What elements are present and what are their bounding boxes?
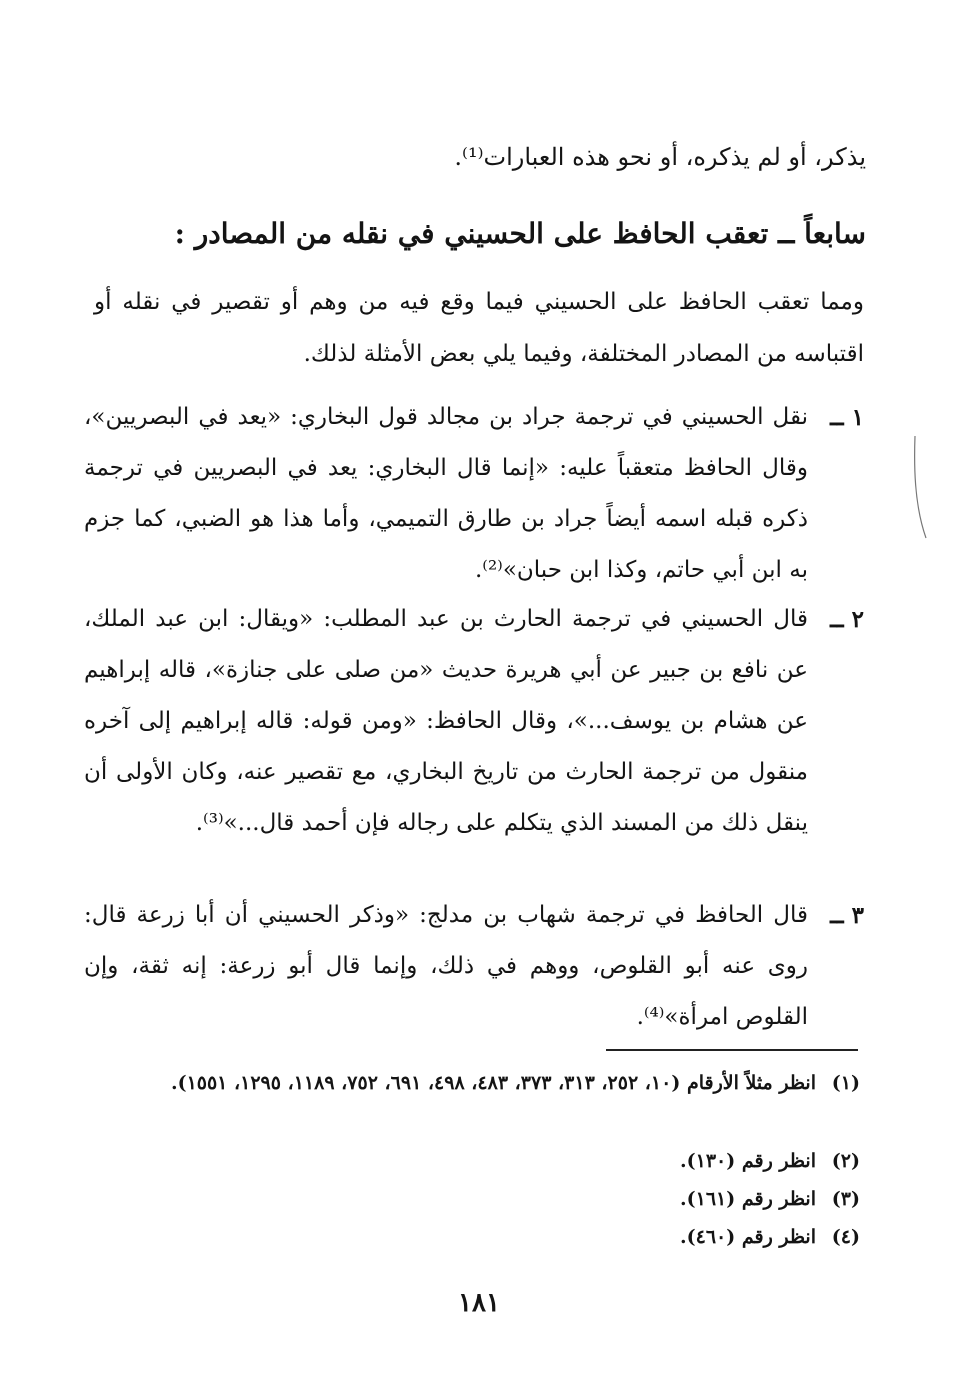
- section-heading: سابعاً ــ تعقب الحافظ على الحسيني في نقله من المصادر :: [174, 217, 866, 250]
- item-number: ١ ــ: [830, 404, 864, 431]
- page-number: ١٨١: [458, 1288, 500, 1318]
- item-number: ٢ ــ: [830, 606, 864, 633]
- intro-paragraph: ومما تعقب الحافظ على الحسيني فيما وقع فيه من وهم أو تقصير في نقله أو اقتباسه من المصادر المختلفة، وفيما يلي بعض الأمثلة لذلك.: [94, 289, 864, 367]
- footnote: [110, 1184, 860, 1214]
- list-item: [84, 594, 864, 849]
- footnote-text: انظر رقم (١٦١).: [680, 1188, 816, 1210]
- footnote-text: انظر رقم (١٣٠).: [680, 1150, 816, 1172]
- footnote: [110, 1222, 860, 1252]
- footnote-text: انظر مثلاً الأرقام (١٠، ٢٥٢، ٣١٣، ٣٧٣، ٤٨٣، ٤٩٨، ٦٩١، ٧٥٢، ١١٨٩، ١٢٩٥، ١٥٥١).: [170, 1072, 816, 1094]
- intro-line: يذكر، أو لم يذكره، أو نحو هذه العبارات⁽¹⁾.: [454, 143, 866, 171]
- footnote: [110, 1068, 860, 1098]
- item-text: نقل الحسيني في ترجمة جراد بن مجالد قول البخاري: «يعد في البصريين»، وقال الحافظ متعقباً عليه: «إنما قال البخاري: يعد في البصريين في ترجمة ذكره قبله اسمه أيضاً جراد بن طارق التميمي، وأما هذا هو الضبي، كما جزم به ابن أبي حاتم، وكذا ابن حبان»⁽²⁾.: [84, 404, 808, 583]
- footnote: [110, 1146, 860, 1176]
- margin-pencil-mark: [912, 434, 928, 540]
- footnote-text: انظر رقم (٤٦٠).: [680, 1226, 816, 1248]
- item-number: ٣ ــ: [830, 902, 864, 929]
- list-item: [84, 392, 864, 596]
- footnote-number: (٢): [831, 1150, 860, 1172]
- item-text: قال الحافظ في ترجمة شهاب بن مدلج: «وذكر الحسيني أن أبا زرعة قال: روى عنه أبو القلوص، ووهم في ذلك، وإنما قال أبو زرعة: إنه ثقة، وإن القلوص امرأة»⁽⁴⁾.: [84, 902, 808, 1030]
- footnote-number: (٣): [831, 1188, 860, 1210]
- list-item: [84, 890, 864, 1043]
- footnote-number: (٤): [831, 1226, 860, 1248]
- footnote-number: (١): [831, 1072, 860, 1094]
- item-text: قال الحسيني في ترجمة الحارث بن عبد المطلب: «ويقال: ابن عبد الملك، عن نافع بن جبير عن أبي هريرة حديث «من صلى على جنازة»، قاله إبراهيم عن هشام بن يوسف...»، وقال الحافظ: «ومن قوله: قاله إبراهيم إلى آخره منقول من ترجمة الحارث من تاريخ البخاري، مع تقصير عنه، وكان الأولى أن ينقل ذلك من المسند الذي يتكلم على رجاله فإن أحمد قال...»⁽³⁾.: [84, 606, 808, 836]
- footnote-separator: [606, 1049, 858, 1051]
